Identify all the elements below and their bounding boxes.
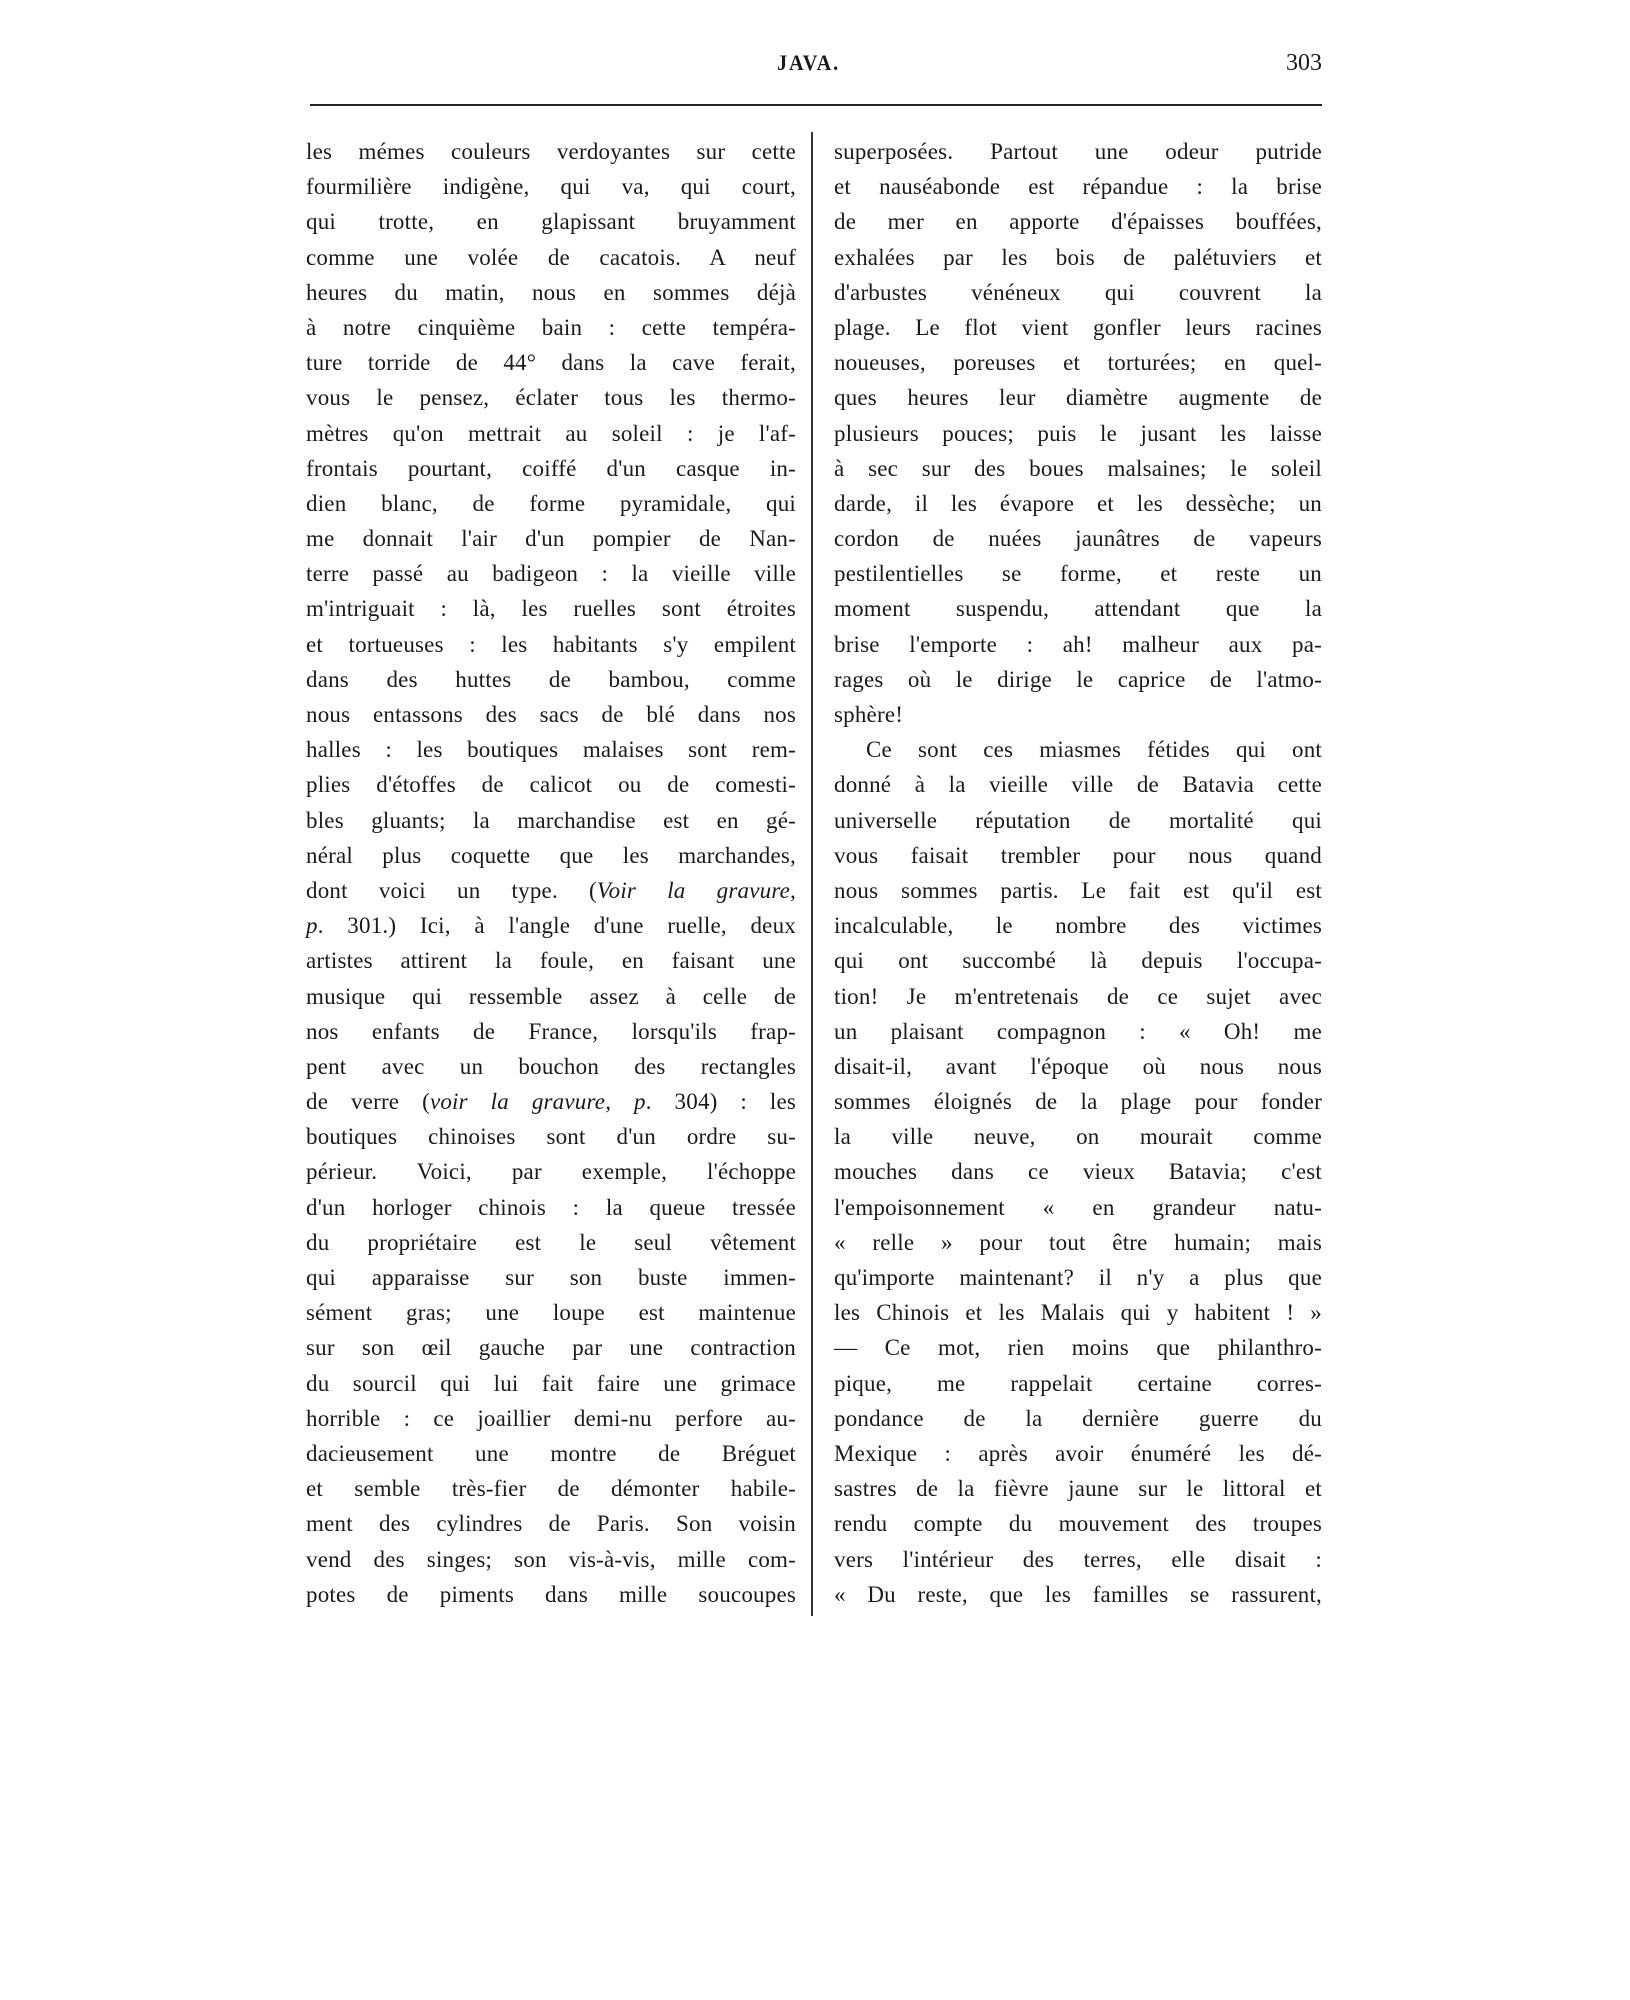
text-line: plage. Le flot vient gonfler leurs racines [834, 314, 1322, 340]
text-line: du propriétaire est le seul vêtement [306, 1229, 796, 1255]
text-segment: de verre ( [306, 1089, 430, 1115]
text-line: qui apparaisse sur son buste immen- [306, 1265, 796, 1290]
text-line: sément gras; une loupe est maintenue [306, 1300, 796, 1326]
text-line: musique qui ressemble assez à celle de [306, 983, 796, 1009]
text-line: un plaisant compagnon : « Oh! me [834, 1018, 1322, 1044]
text-line: comme une volée de cacatois. A neuf [306, 244, 796, 270]
text-line: d'arbustes vénéneux qui couvrent la [834, 279, 1322, 305]
text-line: nous sommes partis. Le fait est qu'il est [834, 877, 1322, 903]
text-line: la ville neuve, on mourait comme [834, 1124, 1322, 1150]
running-head [310, 50, 1322, 78]
text-line: heures du matin, nous en sommes déjà [306, 279, 796, 305]
text-line: nos enfants de France, lorsqu'ils frap- [306, 1018, 796, 1044]
text-line: noueuses, poreuses et torturées; en quel- [834, 350, 1322, 376]
column-divider [811, 132, 813, 1616]
text-line: vers l'intérieur des terres, elle disait : [834, 1546, 1322, 1572]
text-line: m'intriguait : là, les ruelles sont étroites [306, 596, 796, 622]
text-line: vous faisait trembler pour nous quand [834, 842, 1322, 868]
left-column [306, 134, 796, 1612]
text-line: boutiques chinoises sont d'un ordre su- [306, 1124, 796, 1150]
text-line: périeur. Voici, par exemple, l'échoppe [306, 1159, 796, 1185]
page-number: 303 [1286, 50, 1322, 76]
right-column [834, 134, 1322, 1612]
text-line: l'empoisonnement « en grandeur natu- [834, 1194, 1322, 1220]
text-line: halles : les boutiques malaises sont rem- [306, 737, 796, 763]
text-line: qu'importe maintenant? il n'y a plus que [834, 1265, 1322, 1290]
text-line: rages où le dirige le caprice de l'atmo- [834, 666, 1322, 692]
italic-reference: Voir la gravure, [596, 877, 796, 903]
text-line: frontais pourtant, coiffé d'un casque in- [306, 455, 796, 481]
running-head-title: JAVA. [777, 50, 841, 75]
text-line: pent avec un bouchon des rectangles [306, 1053, 796, 1079]
text-line: ques heures leur diamètre augmente de [834, 385, 1322, 411]
text-line [306, 873, 796, 908]
text-line: darde, il les évapore et les dessèche; un [834, 490, 1322, 516]
text-line: mètres qu'on mettrait au soleil : je l'af- [306, 420, 796, 446]
text-line: qui trotte, en glapissant bruyamment [306, 209, 796, 235]
text-line: et tortueuses : les habitants s'y empilent [306, 631, 796, 657]
text-line: potes de piments dans mille soucoupes [306, 1581, 796, 1607]
text-line: rendu compte du mouvement des troupes [834, 1511, 1322, 1537]
text-line: me donnait l'air d'un pompier de Nan- [306, 526, 796, 552]
text-line: pondance de la dernière guerre du [834, 1405, 1322, 1431]
text-line: dien blanc, de forme pyramidale, qui [306, 490, 796, 516]
text-line: exhalées par les bois de palétuviers et [834, 244, 1322, 270]
text-line: dacieusement une montre de Bréguet [306, 1440, 796, 1466]
text-line: cordon de nuées jaunâtres de vapeurs [834, 526, 1322, 552]
text-line [306, 1084, 796, 1119]
text-line: plies d'étoffes de calicot ou de comesti- [306, 772, 796, 798]
text-line: ture torride de 44° dans la cave ferait, [306, 350, 796, 376]
text-line: disait-il, avant l'époque où nous nous [834, 1053, 1322, 1079]
text-line: fourmilière indigène, qui va, qui court, [306, 174, 796, 200]
text-line: ment des cylindres de Paris. Son voisin [306, 1511, 796, 1537]
text-line: à notre cinquième bain : cette tempéra- [306, 314, 796, 340]
text-segment: dont voici un type. ( [306, 877, 597, 903]
text-line: plusieurs pouces; puis le jusant les laisse [834, 420, 1322, 446]
text-line: donné à la vieille ville de Batavia cette [834, 772, 1322, 798]
text-segment: . 301.) Ici, à l'angle d'une ruelle, deux [317, 913, 796, 939]
text-line: universelle réputation de mortalité qui [834, 807, 1322, 833]
text-line: les mémes couleurs verdoyantes sur cette [306, 139, 796, 164]
text-line: Ce sont ces miasmes fétides qui ont [866, 737, 1322, 763]
text-line: superposées. Partout une odeur putride [834, 139, 1322, 164]
text-line: artistes attirent la foule, en faisant une [306, 948, 796, 974]
text-line: « relle » pour tout être humain; mais [834, 1229, 1322, 1255]
text-segment: . 304) : les [645, 1089, 796, 1115]
text-line: les Chinois et les Malais qui y habitent ! » [834, 1300, 1322, 1326]
text-line: vend des singes; son vis-à-vis, mille com- [306, 1546, 796, 1572]
text-line: sphère! [834, 702, 904, 727]
header-rule [310, 104, 1322, 106]
text-line: brise l'emporte : ah! malheur aux pa- [834, 631, 1322, 657]
text-line: — Ce mot, rien moins que philanthro- [834, 1335, 1322, 1361]
text-line: néral plus coquette que les marchandes, [306, 842, 796, 868]
text-line: et semble très-fier de démonter habile- [306, 1476, 796, 1502]
text-line: d'un horloger chinois : la queue tressée [306, 1194, 796, 1220]
text-line: pestilentielles se forme, et reste un [834, 561, 1322, 587]
text-line: qui ont succombé là depuis l'occupa- [834, 948, 1322, 974]
text-line: « Du reste, que les familles se rassurent, [834, 1581, 1322, 1607]
text-line: mouches dans ce vieux Batavia; c'est [834, 1159, 1322, 1185]
text-line: bles gluants; la marchandise est en gé- [306, 807, 796, 833]
text-line: tion! Je m'entretenais de ce sujet avec [834, 983, 1322, 1009]
text-line: à sec sur des boues malsaines; le soleil [834, 455, 1322, 481]
text-line: terre passé au badigeon : la vieille ville [306, 561, 796, 587]
text-line: nous entassons des sacs de blé dans nos [306, 702, 796, 727]
italic-reference: p [306, 913, 318, 939]
text-line: sommes éloignés de la plage pour fonder [834, 1089, 1322, 1115]
text-line [306, 908, 796, 943]
italic-reference: voir la gravure, p [429, 1089, 646, 1115]
text-line: vous le pensez, éclater tous les thermo- [306, 385, 796, 411]
text-line: sastres de la fièvre jaune sur le littoral et [834, 1476, 1322, 1502]
text-line: Mexique : après avoir énuméré les dé- [834, 1440, 1322, 1466]
text-line: horrible : ce joaillier demi-nu perfore au- [306, 1405, 796, 1431]
text-line: dans des huttes de bambou, comme [306, 666, 796, 692]
text-line: incalculable, le nombre des victimes [834, 913, 1322, 939]
text-line: pique, me rappelait certaine corres- [834, 1370, 1322, 1396]
text-line: de mer en apporte d'épaisses bouffées, [834, 209, 1322, 235]
text-line: et nauséabonde est répandue : la brise [834, 174, 1322, 200]
text-line: moment suspendu, attendant que la [834, 596, 1322, 622]
text-line: sur son œil gauche par une contraction [306, 1335, 796, 1361]
text-line: du sourcil qui lui fait faire une grimace [306, 1370, 796, 1396]
